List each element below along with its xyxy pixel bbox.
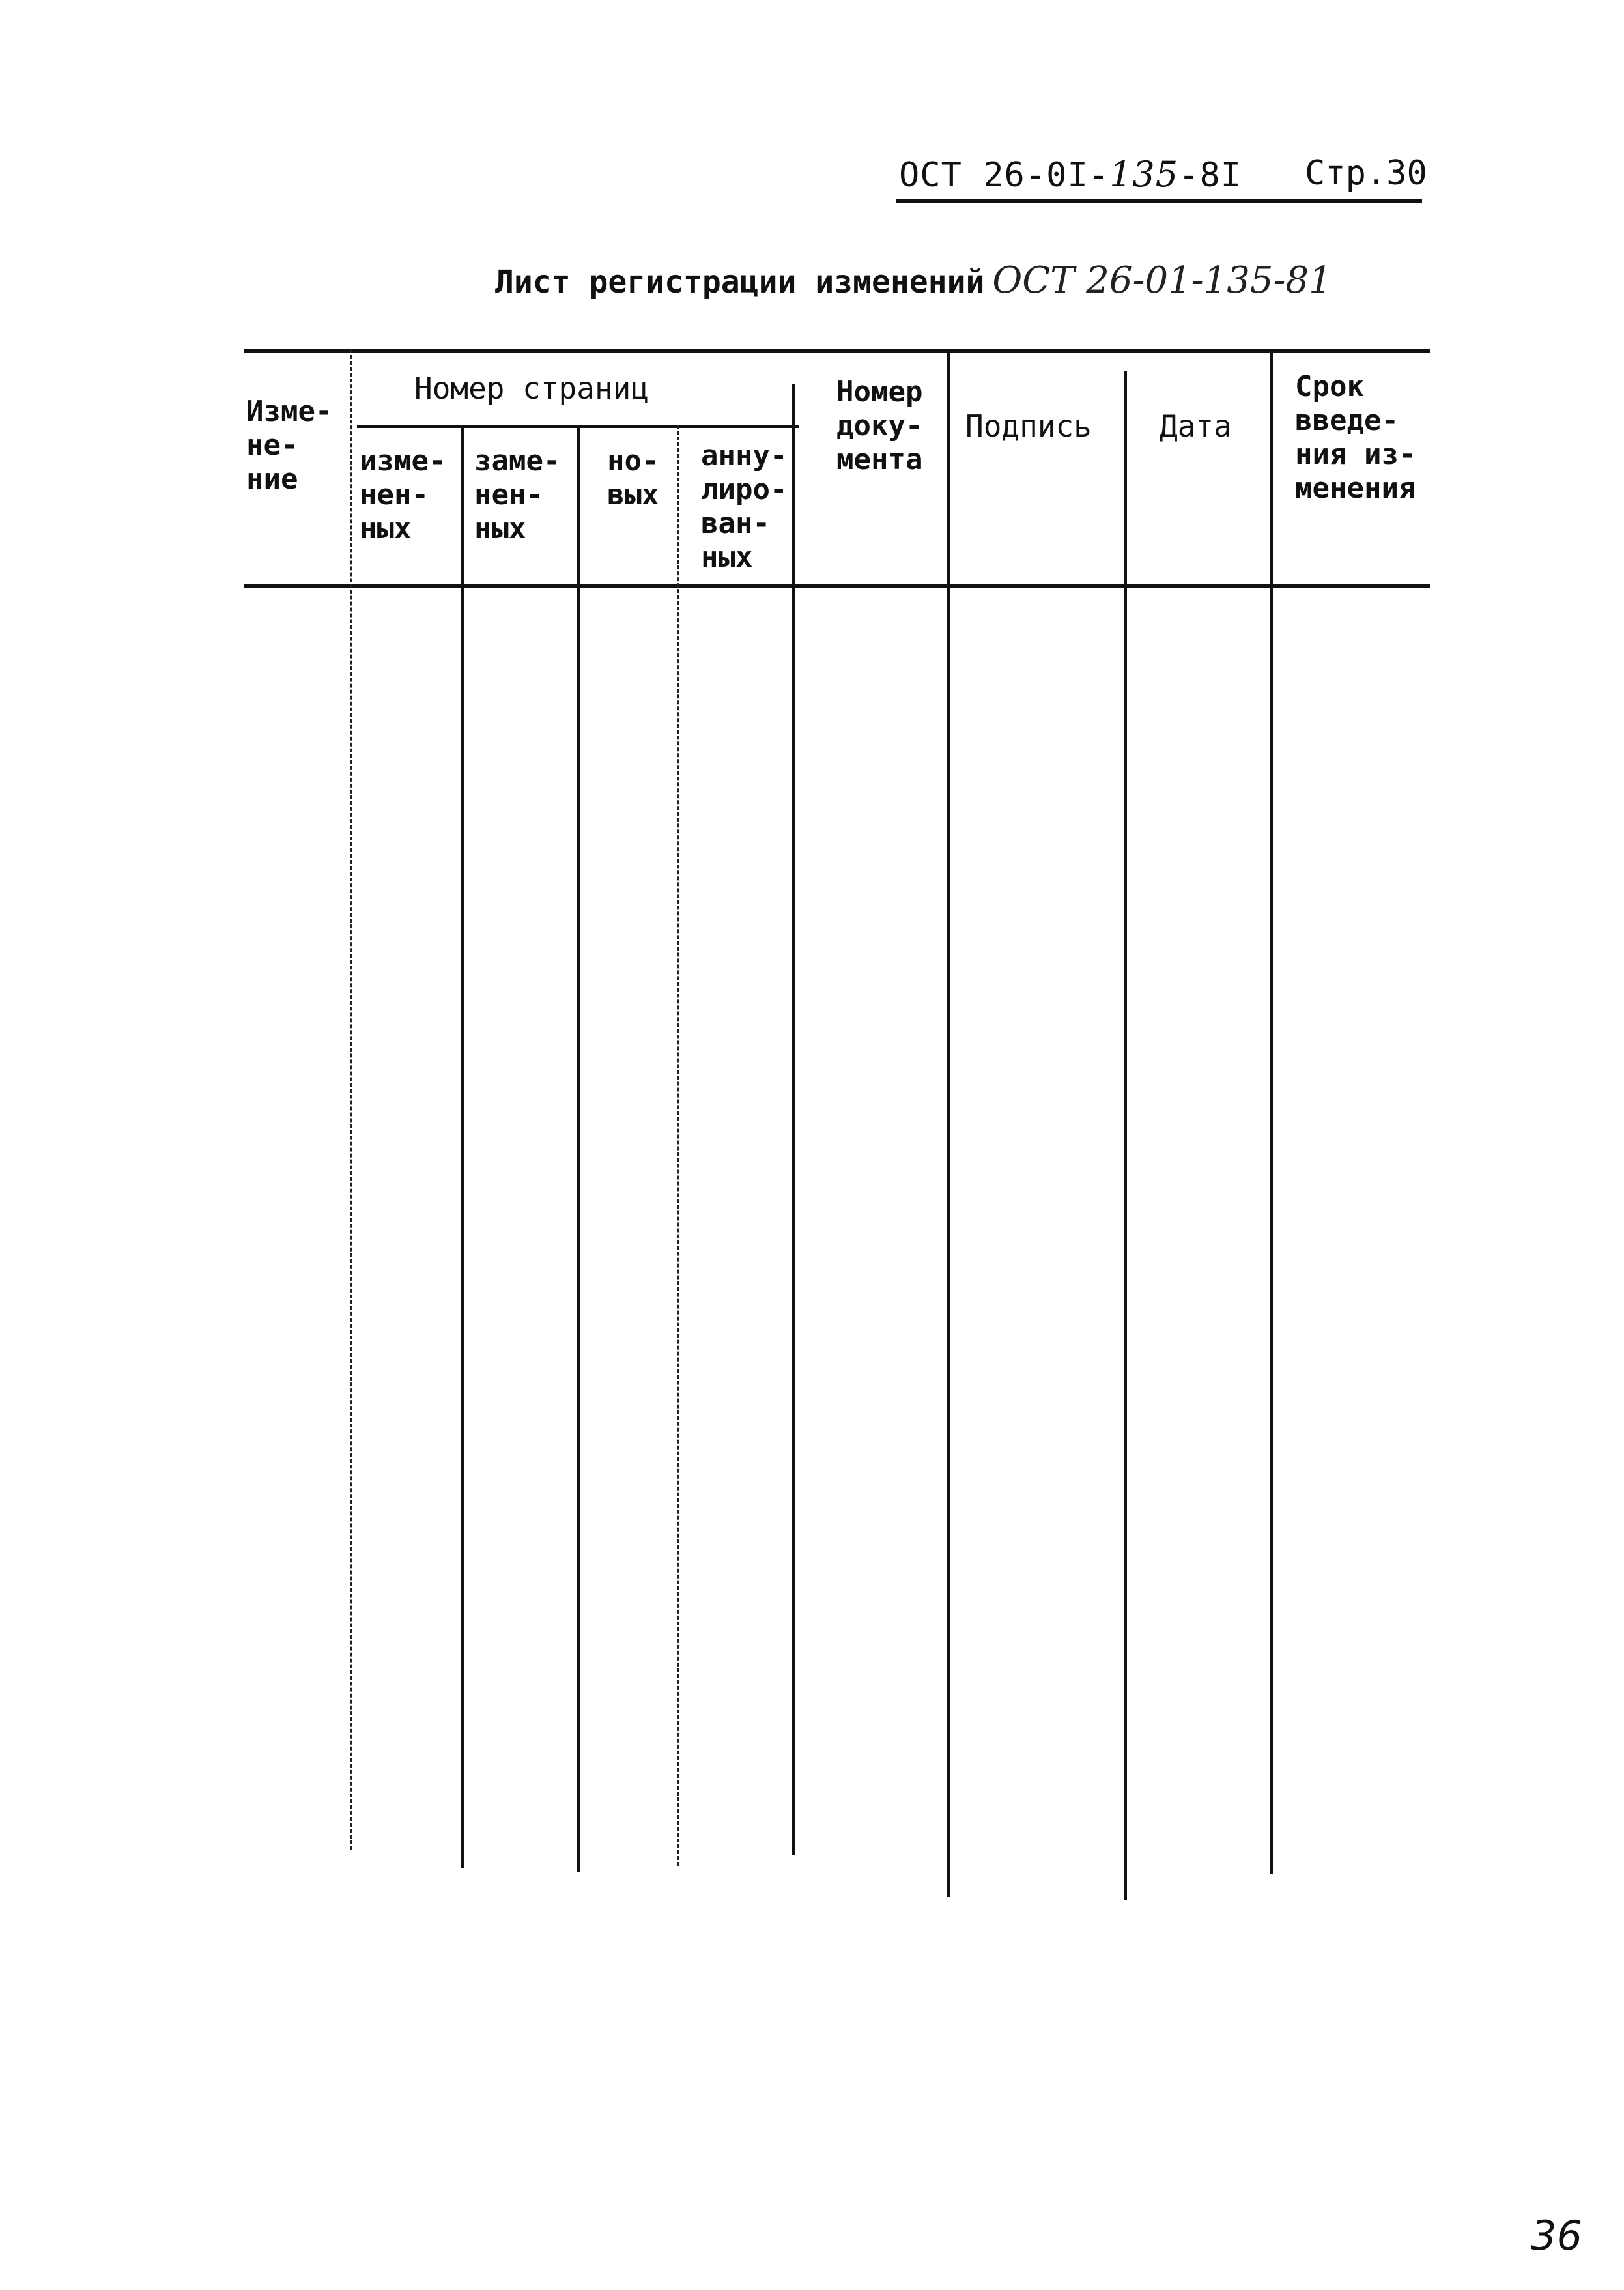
column-header-date: Дата (1160, 408, 1232, 444)
column-divider (461, 425, 464, 1868)
page-title (495, 259, 1332, 302)
column-divider (792, 384, 795, 1855)
header-underline (896, 199, 1422, 203)
page-title-text: Лист регистрации изменений (495, 264, 985, 300)
column-divider (350, 349, 352, 1850)
column-header-new: но- вых (607, 444, 659, 511)
table-top-rule (244, 349, 1430, 353)
column-divider (577, 425, 580, 1872)
column-header-change: Изме- не- ние (246, 395, 333, 496)
document-code-handwritten: 135 (1109, 154, 1179, 195)
handwritten-standard-ref: ОСТ 26-01-135-81 (992, 259, 1332, 302)
column-header-changed: изме- нен- ных (360, 444, 446, 545)
page-number: 36 (1531, 2212, 1582, 2259)
document-code-suffix: -8I (1178, 156, 1242, 195)
column-header-signature: Подпись (965, 408, 1092, 444)
document-code (899, 154, 1242, 195)
column-header-replaced: заме- нен- ных (474, 444, 561, 545)
column-header-deadline: Срок введе- ния из- менения (1295, 370, 1416, 505)
column-header-annulled: анну- лиро- ван- ных (701, 439, 788, 574)
column-header-document-number: Номер доку- мента (836, 375, 923, 476)
column-divider (677, 425, 679, 1866)
column-divider (1124, 371, 1127, 1900)
column-group-page-numbers: Номер страниц (414, 371, 649, 406)
column-divider (1270, 349, 1273, 1874)
column-divider (947, 349, 950, 1897)
header-bottom-rule (244, 584, 1430, 588)
page-reference: Стр.30 (1305, 154, 1427, 193)
document-code-prefix: ОСТ 26-0I- (899, 156, 1110, 195)
